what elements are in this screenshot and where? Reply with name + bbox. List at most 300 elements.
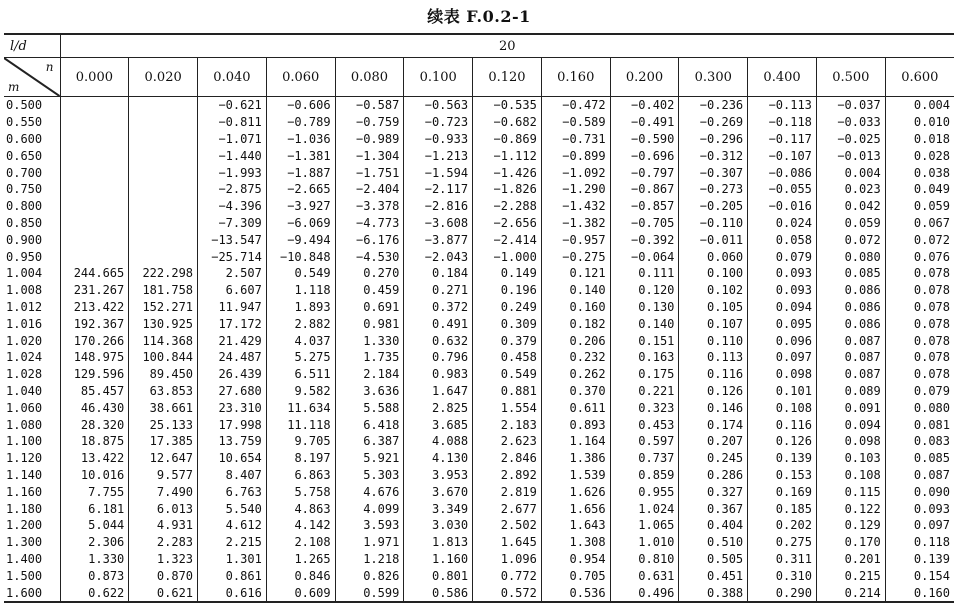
table-cell: −1.071 [198,131,267,148]
table-cell: 0.059 [816,215,885,232]
table-cell: 244.665 [60,265,129,282]
table-title: 续表 F.0.2-1 [427,7,531,26]
table-cell: 0.126 [679,383,748,400]
table-cell: 0.081 [913,417,950,432]
table-cell: 0.078 [913,333,950,348]
table-cell: 12.647 [129,450,198,467]
table-cell: −0.011 [679,231,748,248]
table-row [4,114,954,131]
table-cell: 0.076 [913,249,950,264]
table-cell: −1.304 [335,147,404,164]
table-cell [129,231,198,248]
table-cell: 0.206 [541,332,610,349]
table-cell: −0.269 [679,114,748,131]
table-cell: 2.677 [473,500,542,517]
table-cell: 9.705 [266,433,335,450]
table-cell: −2.875 [198,181,267,198]
table-cell: 3.670 [404,483,473,500]
table-cell: 0.536 [541,584,610,602]
table-cell: 11.634 [266,399,335,416]
n-header-cell: 0.160 [541,58,610,97]
table-cell: 1.308 [541,534,610,551]
table-cell: 1.626 [541,483,610,500]
table-cell: −0.307 [679,164,748,181]
table-cell: 0.080 [816,248,885,265]
table-cell: 3.593 [335,517,404,534]
table-cell: 5.044 [60,517,129,534]
m-value-cell: 1.012 [4,299,60,316]
table-cell: 0.870 [129,567,198,584]
table-row [4,181,954,198]
table-cell: 21.429 [198,332,267,349]
table-cell: 0.098 [748,366,817,383]
table-cell: 0.981 [335,315,404,332]
n-header-cell: 0.020 [129,58,198,97]
table-cell: −0.273 [679,181,748,198]
ld-label: l/d [4,34,60,58]
table-cell: 0.094 [748,299,817,316]
table-cell: 181.758 [129,282,198,299]
table-cell: 0.079 [748,248,817,265]
table-cell: 0.140 [541,282,610,299]
table-cell: 0.085 [816,265,885,282]
table-cell: 2.183 [473,416,542,433]
table-cell: 0.085 [913,451,950,466]
table-cell: −0.621 [198,97,267,114]
table-cell: −10.848 [266,248,335,265]
table-cell: −0.110 [679,215,748,232]
header-row-ld [4,34,954,58]
m-value-cell: 1.500 [4,567,60,584]
table-cell: 0.060 [679,248,748,265]
table-cell: 1.323 [129,551,198,568]
table-cell: 23.310 [198,399,267,416]
table-cell: −1.112 [473,147,542,164]
table-row [4,551,954,568]
table-cell: −0.205 [679,198,748,215]
table-cell: −0.107 [748,147,817,164]
table-cell: 0.086 [816,315,885,332]
table-cell: 0.737 [610,450,679,467]
table-cell: −3.927 [266,198,335,215]
table-cell: 0.078 [913,316,950,331]
table-cell: 0.042 [816,198,885,215]
table-cell: 7.490 [129,483,198,500]
table-cell: 0.093 [748,282,817,299]
table-cell: 9.582 [266,383,335,400]
table-cell: 0.622 [60,584,129,602]
m-value-cell: 0.800 [4,198,60,215]
n-axis-label: n [45,60,54,74]
table-cell: 0.311 [748,551,817,568]
table-cell: −1.036 [266,131,335,148]
table-cell: 0.826 [335,567,404,584]
table-row [4,567,954,584]
table-cell: 4.676 [335,483,404,500]
table-cell: 2.846 [473,450,542,467]
table-cell: 46.430 [60,399,129,416]
table-cell: 6.013 [129,500,198,517]
table-cell: 222.298 [129,265,198,282]
m-value-cell: 1.016 [4,315,60,332]
table-cell: 2.502 [473,517,542,534]
table-cell: 0.275 [748,534,817,551]
table-cell: 2.825 [404,399,473,416]
table-cell: −6.069 [266,215,335,232]
table-cell: 0.059 [913,199,950,214]
table-cell: 0.632 [404,332,473,349]
table-cell: 1.647 [404,383,473,400]
table-cell: 0.004 [816,164,885,181]
table-cell [129,131,198,148]
table-cell: 2.882 [266,315,335,332]
table-cell: 0.705 [541,567,610,584]
table-body [4,97,954,602]
m-value-cell: 1.080 [4,416,60,433]
n-header-cell: 0.200 [610,58,679,97]
table-cell: 0.108 [816,467,885,484]
table-cell: 0.609 [266,584,335,602]
table-cell: 2.623 [473,433,542,450]
table-cell: −0.589 [541,114,610,131]
table-cell: 0.093 [913,501,950,516]
table-cell: −0.113 [748,97,817,114]
table-cell: −2.117 [404,181,473,198]
table-cell: 0.140 [610,315,679,332]
table-cell: 38.661 [129,399,198,416]
table-cell: 0.080 [913,400,950,415]
table-cell: −0.867 [610,181,679,198]
table-cell: 7.755 [60,483,129,500]
table-cell [129,198,198,215]
table-cell: −0.312 [679,147,748,164]
table-cell: −0.275 [541,248,610,265]
table-cell: −1.000 [473,248,542,265]
table-cell: 0.367 [679,500,748,517]
table-cell: −2.816 [404,198,473,215]
table-cell: 0.058 [748,231,817,248]
table-cell: 213.422 [60,299,129,316]
table-cell [60,97,129,114]
table-cell: 0.370 [541,383,610,400]
table-cell: 63.853 [129,383,198,400]
table-cell: −0.957 [541,231,610,248]
table-cell: 10.016 [60,467,129,484]
table-row [4,467,954,484]
table-cell: 0.129 [816,517,885,534]
table-cell: 17.385 [129,433,198,450]
table-cell: 0.163 [610,349,679,366]
m-value-cell: 1.140 [4,467,60,484]
n-header-cell: 0.120 [473,58,542,97]
table-cell: 1.656 [541,500,610,517]
table-cell: 6.763 [198,483,267,500]
table-cell: 1.893 [266,299,335,316]
table-cell: 0.496 [610,584,679,602]
table-cell: 0.846 [266,567,335,584]
table-cell: −0.797 [610,164,679,181]
table-cell: 0.111 [610,265,679,282]
table-cell: 0.086 [816,299,885,316]
table-cell: 0.796 [404,349,473,366]
table-cell: 0.175 [610,366,679,383]
table-cell: 1.386 [541,450,610,467]
table-cell: 0.271 [404,282,473,299]
n-header-cell: 0.300 [679,58,748,97]
table-cell: −0.989 [335,131,404,148]
table-cell: 0.153 [748,467,817,484]
table-cell: 0.122 [816,500,885,517]
table-cell: 0.108 [748,399,817,416]
diagonal-header-cell [4,58,60,97]
table-cell: 0.372 [404,299,473,316]
m-value-cell: 1.028 [4,366,60,383]
table-cell: 0.010 [913,115,950,130]
table-cell: 0.859 [610,467,679,484]
table-cell: 27.680 [198,383,267,400]
table-cell: −0.723 [404,114,473,131]
table-cell: −0.682 [473,114,542,131]
table-cell [60,198,129,215]
table-cell: −3.877 [404,231,473,248]
coefficient-table [4,33,954,603]
table-cell [129,181,198,198]
table-cell: 1.160 [404,551,473,568]
table-cell: 0.118 [913,535,950,550]
table-cell: 2.507 [198,265,267,282]
table-cell: 170.266 [60,332,129,349]
table-cell: 0.621 [129,584,198,602]
table-row [4,164,954,181]
table-cell [60,164,129,181]
table-cell: 0.510 [679,534,748,551]
table-cell: 0.038 [913,165,950,180]
table-cell: −25.714 [198,248,267,265]
m-value-cell: 1.160 [4,483,60,500]
table-cell: −0.013 [816,147,885,164]
table-cell: 17.172 [198,315,267,332]
table-cell: −4.773 [335,215,404,232]
table-cell: −0.587 [335,97,404,114]
table-cell: −1.826 [473,181,542,198]
table-cell: 0.098 [816,433,885,450]
table-cell: −0.025 [816,131,885,148]
table-cell: 0.861 [198,567,267,584]
m-value-cell: 0.650 [4,147,60,164]
header-row-n [4,58,954,97]
table-cell: 0.873 [60,567,129,584]
table-cell: 0.691 [335,299,404,316]
table-cell: 0.169 [748,483,817,500]
table-cell: 1.330 [60,551,129,568]
m-value-cell: 0.750 [4,181,60,198]
table-cell: 0.078 [913,299,950,314]
table-cell: −0.472 [541,97,610,114]
table-cell: −1.290 [541,181,610,198]
table-cell: 0.249 [473,299,542,316]
table-cell: 0.453 [610,416,679,433]
m-value-cell: 1.024 [4,349,60,366]
table-cell: 0.262 [541,366,610,383]
table-cell: 2.306 [60,534,129,551]
table-cell: 1.539 [541,467,610,484]
table-cell: 5.303 [335,467,404,484]
table-cell: 231.267 [60,282,129,299]
table-cell [129,97,198,114]
table-cell: 0.160 [541,299,610,316]
table-cell: 6.863 [266,467,335,484]
table-cell: −0.869 [473,131,542,148]
table-cell: 4.130 [404,450,473,467]
m-axis-label: m [8,80,20,94]
table-cell: −1.432 [541,198,610,215]
table-cell: 89.450 [129,366,198,383]
table-cell: 0.207 [679,433,748,450]
table-row [4,500,954,517]
table-cell: 0.100 [679,265,748,282]
table-cell: 0.323 [610,399,679,416]
table-cell: −3.608 [404,215,473,232]
table-cell: 0.116 [679,366,748,383]
table-cell: 1.164 [541,433,610,450]
table-cell: −0.118 [748,114,817,131]
table-cell: 13.759 [198,433,267,450]
table-cell: 1.010 [610,534,679,551]
table-cell: 0.110 [679,332,748,349]
table-cell [60,248,129,265]
table-cell: 3.349 [404,500,473,517]
m-value-cell: 1.180 [4,500,60,517]
table-cell: 0.801 [404,567,473,584]
table-cell: 11.118 [266,416,335,433]
table-cell: 0.078 [913,367,950,382]
table-cell: 4.037 [266,332,335,349]
table-row [4,147,954,164]
table-cell: 0.113 [679,349,748,366]
table-cell: 0.954 [541,551,610,568]
table-row [4,248,954,265]
table-cell: 1.813 [404,534,473,551]
table-cell [129,248,198,265]
table-cell: 0.095 [748,315,817,332]
table-cell: 0.881 [473,383,542,400]
table-cell: 0.221 [610,383,679,400]
table-cell: −3.378 [335,198,404,215]
table-cell: 0.049 [913,182,950,197]
table-cell: 0.067 [913,215,950,230]
table-cell: 0.983 [404,366,473,383]
table-cell: 17.998 [198,416,267,433]
table-row [4,315,954,332]
table-cell: 0.116 [748,416,817,433]
table-cell: 0.097 [913,518,950,533]
table-cell: 1.024 [610,500,679,517]
table-cell: −0.037 [816,97,885,114]
table-cell: 6.418 [335,416,404,433]
table-cell: 0.185 [748,500,817,517]
table-cell: −1.213 [404,147,473,164]
table-cell: −4.396 [198,198,267,215]
table-cell: −6.176 [335,231,404,248]
table-cell [60,231,129,248]
m-value-cell: 1.400 [4,551,60,568]
table-cell: 1.735 [335,349,404,366]
table-cell: −0.933 [404,131,473,148]
table-cell: 0.290 [748,584,817,602]
table-cell: 0.309 [473,315,542,332]
table-cell: −0.086 [748,164,817,181]
table-cell: 3.685 [404,416,473,433]
table-cell: 0.149 [473,265,542,282]
table-row [4,366,954,383]
table-cell: 0.121 [541,265,610,282]
table-cell: −2.414 [473,231,542,248]
m-value-cell: 0.600 [4,131,60,148]
table-cell: 0.174 [679,416,748,433]
table-cell: 1.330 [335,332,404,349]
table-cell: 0.103 [816,450,885,467]
table-cell: 18.875 [60,433,129,450]
table-cell: −1.440 [198,147,267,164]
table-row [4,534,954,551]
table-cell: −0.535 [473,97,542,114]
table-cell: 0.078 [913,266,950,281]
table-cell: 3.030 [404,517,473,534]
table-cell: −0.705 [610,215,679,232]
m-value-cell: 1.300 [4,534,60,551]
n-header-cell: 0.080 [335,58,404,97]
table-cell: 6.511 [266,366,335,383]
table-cell [129,114,198,131]
table-cell: −2.656 [473,215,542,232]
table-cell: −0.402 [610,97,679,114]
table-cell: −9.494 [266,231,335,248]
table-cell: 0.078 [913,283,950,298]
table-cell: 0.107 [679,315,748,332]
table-cell: −2.043 [404,248,473,265]
table-cell: 1.118 [266,282,335,299]
table-cell: 0.955 [610,483,679,500]
table-cell: −0.731 [541,131,610,148]
table-cell: −0.296 [679,131,748,148]
table-cell: 0.451 [679,567,748,584]
table-cell: −0.236 [679,97,748,114]
table-cell: 2.184 [335,366,404,383]
table-cell: 5.540 [198,500,267,517]
table-cell: −0.899 [541,147,610,164]
table-cell: 0.388 [679,584,748,602]
table-cell: 0.072 [816,231,885,248]
table-cell: 130.925 [129,315,198,332]
table-cell: −0.789 [266,114,335,131]
table-cell: 1.301 [198,551,267,568]
table-cell: 0.772 [473,567,542,584]
table-cell: 129.596 [60,366,129,383]
table-cell: 24.487 [198,349,267,366]
table-cell: 1.645 [473,534,542,551]
table-cell: 0.201 [816,551,885,568]
table-cell: 0.126 [748,433,817,450]
table-cell: 0.202 [748,517,817,534]
table-cell: −0.055 [748,181,817,198]
table-cell: 100.844 [129,349,198,366]
table-row [4,131,954,148]
table-cell: 0.097 [748,349,817,366]
table-cell: 2.819 [473,483,542,500]
table-cell: 0.893 [541,416,610,433]
table-cell [129,164,198,181]
table-cell [129,215,198,232]
